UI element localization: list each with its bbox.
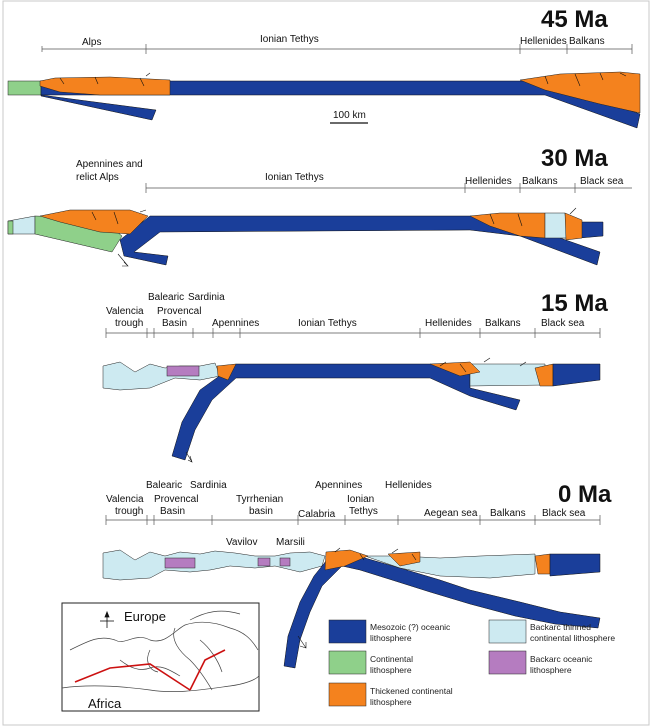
label-ionian-tethys: Ionian Tethys	[260, 34, 319, 45]
backarc-oceanic-vavilov	[258, 558, 270, 566]
panel-45ma	[8, 6, 640, 128]
label-aegean-sea: Aegean sea	[424, 508, 478, 519]
legend-swatch-continental	[329, 651, 366, 674]
label-ionian-tethys: Ionian	[347, 494, 375, 505]
continental-lithosphere	[8, 81, 41, 95]
map-label-europe: Europe	[124, 609, 166, 624]
label-black-sea: Black sea	[580, 176, 624, 187]
label-provencal-basin: Provencal	[154, 494, 199, 505]
label-provencal-basin-2: Basin	[162, 318, 188, 329]
backarc-oceanic-provencal	[165, 558, 195, 568]
legend-label-continental-2: lithosphere	[370, 665, 412, 675]
label-hellenides: Hellenides	[425, 318, 472, 329]
label-valencia-trough-2: trough	[115, 506, 144, 517]
age-label-15ma: 15 Ma	[541, 290, 608, 317]
legend-swatch-thinned	[489, 620, 526, 643]
label-valencia-trough-2: trough	[115, 318, 144, 329]
thinned-continental-left	[103, 362, 220, 390]
label-hellenides: Hellenides	[465, 176, 512, 187]
map-inset	[62, 603, 259, 711]
label-ionian-tethys-2: Tethys	[349, 506, 378, 517]
label-sardinia: Sardinia	[188, 292, 225, 303]
legend-label-thickened-2: lithosphere	[370, 697, 412, 707]
panel-15ma	[103, 290, 608, 462]
label-black-sea: Black sea	[542, 508, 586, 519]
age-label-30ma: 30 Ma	[541, 145, 608, 172]
label-balearic: Balearic	[148, 292, 185, 303]
legend-label-oceanic-2: lithosphere	[370, 633, 412, 643]
label-calabria: Calabria	[298, 509, 336, 520]
label-ionian-tethys: Ionian Tethys	[265, 172, 324, 183]
label-apennines-relict-alps-2: relict Alps	[76, 172, 119, 183]
label-balkans: Balkans	[485, 318, 521, 329]
label-sardinia: Sardinia	[190, 480, 227, 491]
backarc-oceanic-provencal	[167, 366, 199, 376]
label-tyrrhenian-basin-2: basin	[249, 506, 273, 517]
label-marsili: Marsili	[276, 537, 305, 548]
legend-label-oceanic: Mesozoic (?) oceanic	[370, 622, 451, 632]
label-provencal-basin-2: Basin	[160, 506, 186, 517]
label-provencal-basin: Provencal	[157, 306, 202, 317]
label-hellenides: Hellenides	[520, 36, 567, 47]
label-balearic: Balearic	[146, 480, 183, 491]
label-ionian-tethys: Ionian Tethys	[298, 318, 357, 329]
label-apennines-relict-alps: Apennines and	[76, 159, 143, 170]
legend-label-thinned-2: continental lithosphere	[530, 633, 616, 643]
legend-label-backarc-oceanic: Backarc oceanic	[530, 654, 593, 664]
label-balkans: Balkans	[522, 176, 558, 187]
scale-bar-label: 100 km	[333, 110, 366, 121]
thinned-continental-left	[103, 550, 325, 580]
legend-swatch-oceanic	[329, 620, 366, 643]
label-alps: Alps	[82, 37, 102, 48]
legend-swatch-thickened	[329, 683, 366, 706]
legend-swatch-backarc-oceanic	[489, 651, 526, 674]
panel-30ma	[8, 145, 632, 266]
map-label-africa: Africa	[88, 696, 122, 711]
label-valencia-trough: Valencia	[106, 494, 144, 505]
label-tyrrhenian-basin: Tyrrhenian	[236, 494, 284, 505]
legend-label-thinned: Backarc thinned	[530, 622, 591, 632]
label-vavilov: Vavilov	[226, 537, 258, 548]
legend-label-backarc-oceanic-2: lithosphere	[530, 665, 572, 675]
label-black-sea: Black sea	[541, 318, 585, 329]
age-label-0ma: 0 Ma	[558, 481, 612, 508]
legend-label-continental: Continental	[370, 654, 414, 664]
label-apennines: Apennines	[212, 318, 260, 329]
label-hellenides: Hellenides	[385, 480, 432, 491]
backarc-oceanic-marsili	[280, 558, 290, 566]
legend	[329, 620, 615, 707]
age-label-45ma: 45 Ma	[541, 6, 608, 33]
label-valencia-trough: Valencia	[106, 306, 144, 317]
label-balkans: Balkans	[490, 508, 526, 519]
label-balkans: Balkans	[569, 36, 605, 47]
label-apennines: Apennines	[315, 480, 363, 491]
legend-label-thickened: Thickened continental	[370, 686, 453, 696]
